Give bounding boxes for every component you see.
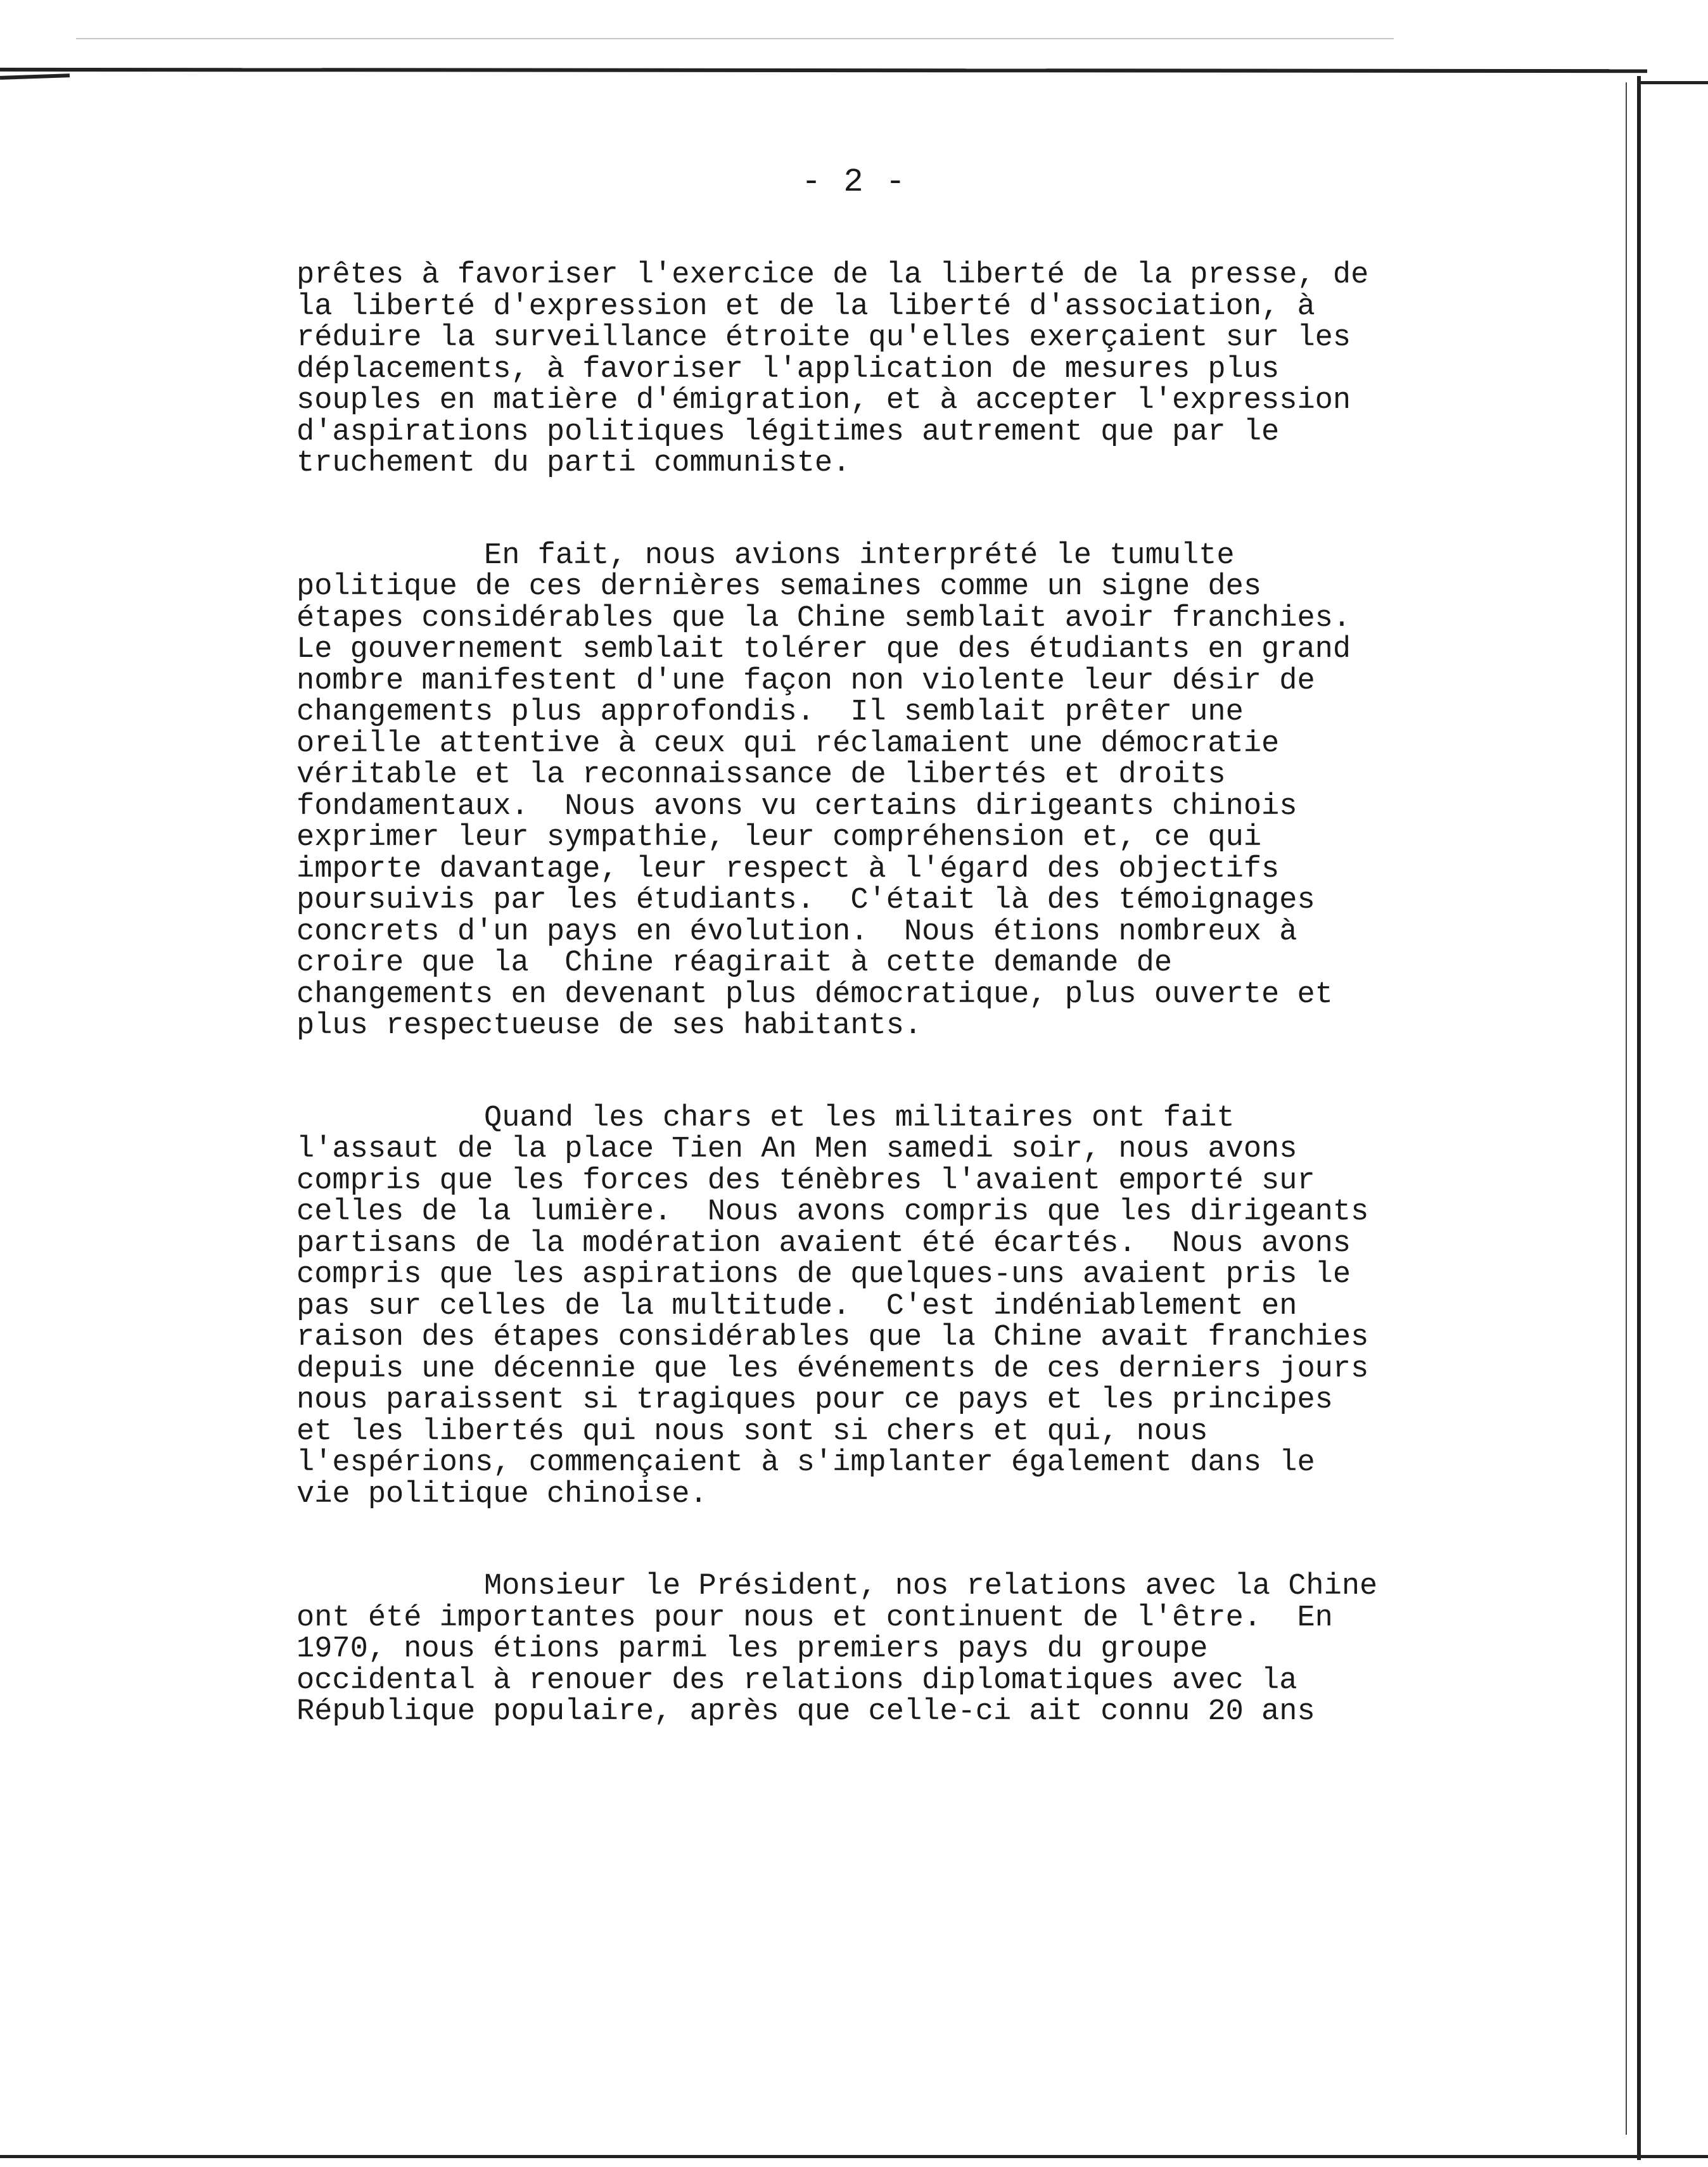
text-line: prêtes à favoriser l'exercice de la liberté de la presse, de <box>296 258 1369 292</box>
page-frame-right-inner <box>1626 82 1627 2135</box>
paragraph-3 <box>296 1103 1532 1511</box>
paragraph-4 <box>296 1571 1532 1728</box>
text-line: l'assaut de la place Tien An Men samedi soir, nous avons <box>296 1133 1297 1166</box>
paragraph-2 <box>296 540 1532 1042</box>
document-body <box>296 260 1532 1789</box>
text-line: concrets d'un pays en évolution. Nous étions nombreux à <box>296 915 1297 949</box>
page-number: - 2 - <box>801 163 907 201</box>
text-line: raison des étapes considérables que la Chine avait franchies <box>296 1321 1369 1354</box>
page-frame-right <box>1637 76 1641 2160</box>
text-line: déplacements, à favoriser l'application de mesures plus <box>296 352 1280 386</box>
text-line: Quand les chars et les militaires ont fait <box>484 1101 1235 1135</box>
text-line: partisans de la modération avaient été écartés. Nous avons <box>296 1226 1351 1261</box>
text-line: véritable et la reconnaissance de libertés et droits <box>296 758 1226 792</box>
text-line: politique de ces dernières semaines comme un signe des <box>296 570 1262 604</box>
text-line: fondamentaux. Nous avons vu certains dirigeants chinois <box>296 789 1297 823</box>
text-line: ont été importantes pour nous et continuent de l'être. En <box>296 1601 1333 1635</box>
text-line: plus respectueuse de ses habitants. <box>296 1009 922 1043</box>
page-frame-top <box>0 68 1647 73</box>
text-line: nous paraissent si tragiques pour ce pays et les principes <box>296 1383 1333 1417</box>
text-line: pas sur celles de la multitude. C'est indéniablement en <box>296 1289 1297 1323</box>
text-line: truchement du parti communiste. <box>296 447 851 480</box>
page-frame-bottom <box>0 2155 1708 2158</box>
text-line: étapes considérables que la Chine semblait avoir franchies. <box>296 601 1351 635</box>
text-line: République populaire, après que celle-ci ait connu 20 ans <box>296 1695 1315 1729</box>
text-line: Monsieur le Président, nos relations avec la Chine <box>484 1570 1378 1603</box>
paragraph-1 <box>296 260 1532 480</box>
text-line: croire que la Chine réagirait à cette demande de <box>296 946 1173 980</box>
text-line: souples en matière d'émigration, et à accepter l'expression <box>296 384 1351 417</box>
text-line: changements en devenant plus démocratique, plus ouverte et <box>296 977 1333 1012</box>
text-line: compris que les aspirations de quelques-uns avaient pris le <box>296 1258 1351 1292</box>
text-line: l'espérions, commençaient à s'implanter également dans le <box>296 1446 1315 1480</box>
text-line: Le gouvernement semblait tolérer que des étudiants en grand <box>296 633 1351 666</box>
text-line: occidental à renouer des relations diplomatiques avec la <box>296 1663 1297 1698</box>
text-line: et les libertés qui nous sont si chers et qui, nous <box>296 1414 1208 1449</box>
text-line: d'aspirations politiques légitimes autrement que par le <box>296 415 1280 449</box>
page-frame-corner <box>1640 81 1708 84</box>
text-line: exprimer leur sympathie, leur compréhension et, ce qui <box>296 821 1262 855</box>
text-line: depuis une décennie que les événements de ces derniers jours <box>296 1352 1369 1386</box>
text-line: changements plus approfondis. Il semblait prêter une <box>296 696 1244 729</box>
text-line: 1970, nous étions parmi les premiers pays du groupe <box>296 1632 1208 1666</box>
text-line: poursuivis par les étudiants. C'était là des témoignages <box>296 884 1315 917</box>
text-line: vie politique chinoise. <box>296 1477 708 1511</box>
text-line: importe davantage, leur respect à l'égard des objectifs <box>296 852 1280 886</box>
text-line: oreille attentive à ceux qui réclamaient une démocratie <box>296 727 1280 761</box>
text-line: compris que les forces des ténèbres l'avaient emporté sur <box>296 1164 1315 1198</box>
text-line: réduire la surveillance étroite qu'elles exerçaient sur les <box>296 321 1351 355</box>
text-line: nombre manifestent d'une façon non violente leur désir de <box>296 664 1315 698</box>
scan-edge-mark <box>0 73 70 80</box>
text-line: En fait, nous avions interprété le tumulte <box>484 538 1235 573</box>
text-line: la liberté d'expression et de la liberté d'association, à <box>296 289 1315 324</box>
scan-faint-rule <box>76 38 1394 39</box>
text-line: celles de la lumière. Nous avons compris que les dirigeants <box>296 1195 1369 1229</box>
